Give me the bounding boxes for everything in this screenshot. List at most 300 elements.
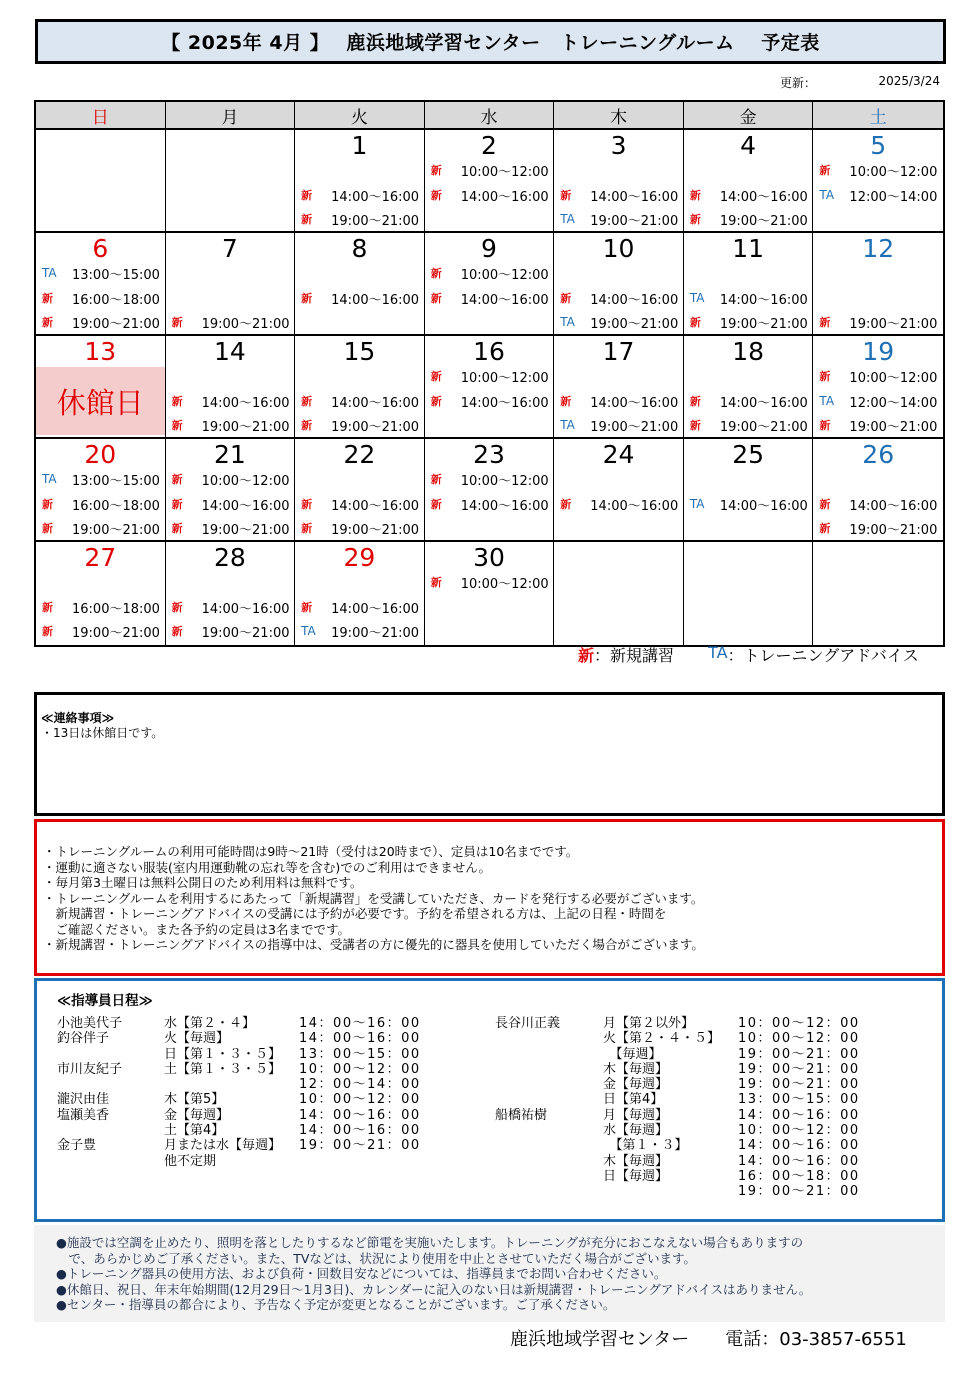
slot-time: 19:00～21:00: [590, 316, 679, 332]
day-number: 27: [84, 543, 117, 572]
ta-tag: TA: [819, 188, 835, 202]
schedule-slot: [301, 184, 420, 206]
staff-day: 木【毎週】: [603, 1153, 669, 1169]
staff-row: [495, 1016, 925, 1031]
new-tag: 新: [301, 419, 313, 432]
staff-day: 月【毎週】: [603, 1107, 669, 1123]
new-tag: 新: [171, 419, 183, 432]
slot-time: 14:00～16:00: [849, 498, 938, 514]
schedule-slot: [819, 311, 939, 333]
staff-time: 14：00～16：00: [738, 1107, 860, 1123]
schedule-slot: [172, 517, 291, 539]
rule-line: ・トレーニングルームを利用するにあたって「新規講習」を受講していただき、カードを発行する必要がございます。: [43, 890, 704, 906]
schedule-slot: [431, 262, 550, 284]
schedule-slot: [690, 184, 809, 206]
slot-time: 14:00～16:00: [460, 292, 549, 308]
notice-line: ・13日は休館日です。: [41, 726, 164, 740]
slot-time: 14:00～16:00: [331, 292, 420, 308]
updated-label: 更新：: [780, 76, 817, 90]
updated-date: 2025/3/24: [878, 74, 940, 88]
new-tag: 新: [301, 395, 313, 408]
schedule-slot: [301, 620, 420, 642]
calendar-day-cell: [813, 336, 943, 439]
new-tag: 新: [171, 498, 183, 511]
schedule-slot: [172, 414, 291, 436]
staff-row: [57, 1123, 477, 1138]
staff-day: 日【毎週】: [603, 1168, 669, 1184]
slot-time: 14:00～16:00: [719, 395, 808, 411]
staff-name: 市川友紀子: [57, 1061, 123, 1077]
new-tag: 新: [42, 498, 53, 511]
weekday-header: 水: [425, 102, 555, 130]
slot-time: 19:00～21:00: [201, 625, 290, 641]
schedule-slot: [42, 596, 161, 618]
slot-time: 14:00～16:00: [460, 395, 549, 411]
day-number: 4: [740, 131, 757, 160]
slot-time: 14:00～16:00: [331, 601, 420, 617]
staff-time: 14：00～16：00: [299, 1031, 421, 1047]
slot-time: 19:00～21:00: [331, 213, 420, 229]
slot-time: 19:00～21:00: [331, 419, 420, 435]
schedule-slot: [431, 468, 550, 490]
day-number: 11: [732, 234, 765, 263]
new-tag: 新: [171, 522, 183, 535]
staff-heading: ≪指導員日程≫: [57, 993, 153, 1009]
staff-row: [495, 1169, 925, 1184]
staff-name: 塩瀬美香: [57, 1107, 110, 1123]
staff-row: [495, 1184, 925, 1199]
slot-time: 19:00～21:00: [590, 419, 679, 435]
day-number: 7: [221, 234, 238, 263]
schedule-slot: [42, 468, 161, 490]
new-tag: 新: [171, 473, 183, 486]
slot-time: 19:00～21:00: [331, 522, 420, 538]
weekday-header: 土: [813, 102, 943, 130]
calendar-day-cell: [36, 130, 166, 233]
staff-row: [57, 1154, 477, 1169]
staff-day: 金【毎週】: [164, 1107, 230, 1123]
staff-row: [495, 1077, 925, 1092]
new-tag: 新: [689, 395, 701, 408]
day-number: 1: [351, 131, 368, 160]
slot-time: 16:00～18:00: [72, 498, 160, 514]
staff-time: 19：00～21：00: [738, 1061, 860, 1077]
ta-tag: TA: [301, 624, 316, 638]
closed-day-label: 休館日: [36, 367, 165, 435]
schedule-slot: [42, 262, 161, 284]
calendar-day-cell: [684, 233, 814, 336]
legend-ta-desc: ：トレーニングアドバイス: [727, 646, 919, 665]
schedule-slot: [42, 620, 161, 642]
ta-tag: TA: [560, 315, 575, 329]
staff-row: [57, 1077, 477, 1092]
staff-time: 14：00～16：00: [738, 1153, 860, 1169]
weekday-header: 月: [166, 102, 296, 130]
staff-row: [57, 1062, 477, 1077]
new-tag: 新: [171, 395, 183, 408]
schedule-slot: [42, 493, 161, 515]
staff-day: 水【第２・４】: [164, 1016, 256, 1031]
slot-time: 14:00～16:00: [201, 498, 290, 514]
day-number: 9: [481, 234, 497, 263]
staff-column-left: [57, 1016, 477, 1169]
new-tag: 新: [819, 370, 831, 383]
new-tag: 新: [301, 601, 313, 614]
staff-row: [57, 1138, 477, 1153]
new-tag: 新: [301, 522, 313, 535]
staff-day: 月または水【毎週】: [164, 1138, 282, 1154]
slot-time: 14:00～16:00: [201, 601, 290, 617]
rule-line: 新規講習・トレーニングアドバイスの受講には予約が必要です。予約を希望される方は、上記の日程・時間を: [43, 906, 667, 921]
staff-day: 火【毎週】: [164, 1031, 230, 1047]
slot-time: 19:00～21:00: [201, 419, 290, 435]
day-number: 19: [862, 337, 895, 366]
schedule-slot: [301, 414, 420, 436]
staff-time: 10：00～12：00: [738, 1123, 860, 1139]
staff-day: 水【毎週】: [603, 1123, 669, 1139]
calendar-day-cell: [813, 542, 943, 645]
day-number: 10: [602, 234, 635, 263]
staff-row: [495, 1047, 925, 1062]
new-tag: 新: [301, 498, 313, 511]
day-number: 5: [870, 131, 887, 160]
slot-time: 14:00～16:00: [460, 189, 549, 205]
staff-name: 瀧沢由佳: [57, 1092, 110, 1108]
staff-row: [495, 1123, 925, 1138]
schedule-slot: [301, 390, 420, 412]
slot-time: 19:00～21:00: [849, 316, 938, 332]
notice-box: [34, 692, 945, 816]
slot-time: 10:00～12:00: [460, 576, 549, 592]
staff-time: 14：00～16：00: [738, 1138, 860, 1154]
calendar-day-cell: [684, 439, 814, 542]
slot-time: 16:00～18:00: [72, 601, 160, 617]
slot-time: 19:00～21:00: [719, 419, 808, 435]
staff-day: 【第１・３】: [603, 1138, 688, 1154]
calendar-day-cell: [554, 233, 684, 336]
new-tag: 新: [689, 213, 701, 226]
new-tag: 新: [689, 419, 701, 432]
schedule-slot: [172, 596, 291, 618]
staff-day: 土【第１・３・５】: [164, 1061, 282, 1077]
new-tag: 新: [430, 189, 442, 202]
slot-time: 19:00～21:00: [849, 419, 938, 435]
new-tag: 新: [819, 316, 831, 329]
calendar-day-cell: [166, 233, 296, 336]
ta-tag: TA: [689, 497, 705, 511]
slot-time: 19:00～21:00: [331, 625, 420, 641]
schedule-slot: [690, 287, 809, 309]
schedule-slot: [301, 596, 420, 618]
staff-day: 土【第4】: [164, 1123, 225, 1139]
new-tag: 新: [430, 370, 442, 383]
staff-time: 19：00～21：00: [299, 1138, 421, 1154]
calendar-day-cell: [554, 439, 684, 542]
staff-time: 14：00～16：00: [299, 1016, 421, 1031]
ta-tag: TA: [819, 394, 835, 408]
slot-time: 10:00～12:00: [460, 164, 549, 180]
calendar-day-cell: [813, 130, 943, 233]
staff-row: [495, 1154, 925, 1169]
new-tag: 新: [430, 292, 442, 305]
calendar-grid: [34, 100, 945, 647]
slot-time: 12:00～14:00: [849, 189, 938, 205]
schedule-slot: [431, 571, 550, 593]
calendar-day-cell: [166, 336, 296, 439]
new-tag: 新: [42, 601, 53, 614]
slot-time: 14:00～16:00: [331, 498, 420, 514]
schedule-slot: [431, 287, 550, 309]
legend-new-desc: ：新規講習: [594, 646, 675, 665]
slot-time: 14:00～16:00: [331, 189, 420, 205]
staff-time: 10：00～12：00: [738, 1031, 860, 1047]
schedule-slot: [819, 517, 939, 539]
schedule-slot: [301, 287, 420, 309]
weekday-header: 火: [295, 102, 425, 130]
calendar-day-cell: [425, 233, 555, 336]
rule-line: ・毎月第3土曜日は無料公開日のため利用料は無料です。: [43, 875, 363, 890]
calendar-day-cell: [684, 130, 814, 233]
calendar-day-cell: [554, 542, 684, 645]
schedule-slot: [301, 493, 420, 515]
schedule-slot: [819, 390, 939, 412]
slot-time: 12:00～14:00: [849, 395, 938, 411]
schedule-slot: [819, 184, 939, 206]
calendar-day-cell: [425, 130, 555, 233]
staff-time: 12：00～14：00: [299, 1077, 421, 1093]
legend-ta-key: TA: [708, 643, 728, 662]
new-tag: 新: [42, 522, 53, 535]
slot-time: 19:00～21:00: [719, 213, 808, 229]
new-tag: 新: [819, 522, 831, 535]
slot-time: 19:00～21:00: [201, 522, 290, 538]
slot-time: 14:00～16:00: [590, 292, 679, 308]
calendar-day-cell: [425, 542, 555, 645]
schedule-slot: [560, 311, 679, 333]
day-number: 13: [84, 337, 117, 366]
staff-time: 13：00～15：00: [299, 1046, 421, 1062]
staff-time: 14：00～16：00: [299, 1107, 421, 1123]
new-tag: 新: [301, 292, 313, 305]
schedule-slot: [431, 159, 550, 181]
schedule-slot: [431, 365, 550, 387]
notice-heading: ≪連絡事項≫: [41, 711, 115, 725]
slot-time: 14:00～16:00: [719, 189, 808, 205]
slot-time: 10:00～12:00: [460, 473, 549, 489]
rule-line: ・新規講習・トレーニングアドバイスの指導中は、受講者の方に優先的に器具を使用していただく場合がございます。: [43, 937, 704, 952]
schedule-slot: [42, 311, 161, 333]
rule-line: ・トレーニングルームの利用可能時間は9時～21時（受付は20時まで）、定員は10名までです。: [43, 844, 579, 859]
new-tag: 新: [560, 498, 572, 511]
staff-time: 19：00～21：00: [738, 1184, 860, 1200]
ta-tag: TA: [42, 472, 57, 486]
staff-time: 10：00～12：00: [299, 1092, 421, 1108]
day-number: 6: [92, 234, 109, 263]
weekday-header: 日: [36, 102, 166, 130]
ta-tag: TA: [42, 266, 57, 280]
weekday-header: 金: [684, 102, 814, 130]
schedule-slot: [819, 493, 939, 515]
day-number: 8: [351, 234, 368, 263]
staff-name: 小池美代子: [57, 1016, 123, 1031]
slot-time: 10:00～12:00: [849, 370, 938, 386]
calendar-day-cell: [425, 336, 555, 439]
schedule-slot: [819, 414, 939, 436]
new-tag: 新: [171, 625, 183, 638]
slot-time: 19:00～21:00: [72, 625, 160, 641]
updated-info: [780, 74, 940, 91]
staff-row: [57, 1047, 477, 1062]
new-tag: 新: [689, 316, 701, 329]
staff-time: 10：00～12：00: [738, 1016, 860, 1031]
day-number: 28: [213, 543, 246, 572]
new-tag: 新: [819, 164, 831, 177]
schedule-slot: [690, 208, 809, 230]
calendar-day-cell: [425, 439, 555, 542]
calendar-day-cell: [295, 336, 425, 439]
contact-info: 鹿浜地域学習センター 電話：03-3857-6551: [510, 1329, 907, 1350]
schedule-slot: [172, 468, 291, 490]
calendar-day-cell: [295, 542, 425, 645]
calendar-day-cell: [36, 542, 166, 645]
ta-tag: TA: [689, 291, 705, 305]
schedule-slot: [560, 493, 679, 515]
footer-note-line: ●施設では空調を止めたり、照明を落としたりするなど節電を実施いたします。トレーニングが充分におこなえない場合もありますの: [56, 1235, 804, 1250]
schedule-slot: [690, 414, 809, 436]
schedule-slot: [560, 184, 679, 206]
new-tag: 新: [171, 316, 183, 329]
staff-day: 火【第２・４・５】: [603, 1031, 721, 1047]
legend-new-key: 新: [578, 646, 595, 665]
schedule-slot: [301, 208, 420, 230]
staff-row: [495, 1062, 925, 1077]
slot-time: 14:00～16:00: [331, 395, 420, 411]
day-number: 2: [481, 131, 497, 160]
staff-day: 日【第１・３・５】: [164, 1046, 282, 1062]
new-tag: 新: [430, 164, 442, 177]
staff-row: [495, 1031, 925, 1046]
calendar-day-cell: [36, 233, 166, 336]
calendar-day-cell: [554, 336, 684, 439]
schedule-slot: [172, 311, 291, 333]
new-tag: 新: [430, 576, 442, 589]
staff-time: 14：00～16：00: [299, 1123, 421, 1139]
day-number: 29: [343, 543, 376, 572]
rules-box: [34, 819, 945, 976]
staff-time: 19：00～21：00: [738, 1046, 860, 1062]
day-number: 22: [343, 440, 376, 469]
staff-row: [57, 1016, 477, 1031]
day-number: 12: [862, 234, 895, 263]
slot-time: 16:00～18:00: [72, 292, 160, 308]
schedule-slot: [819, 365, 939, 387]
calendar-day-cell: [166, 130, 296, 233]
new-tag: 新: [819, 498, 831, 511]
staff-time: 10：00～12：00: [299, 1061, 421, 1077]
schedule-slot: [560, 414, 679, 436]
day-number: 18: [732, 337, 765, 366]
new-tag: 新: [42, 625, 53, 638]
new-tag: 新: [42, 316, 53, 329]
day-number: 25: [732, 440, 765, 469]
slot-time: 14:00～16:00: [590, 498, 679, 514]
schedule-slot: [431, 493, 550, 515]
slot-time: 14:00～16:00: [719, 498, 808, 514]
schedule-slot: [301, 517, 420, 539]
staff-name: 金子豊: [57, 1138, 97, 1154]
day-number: 23: [473, 440, 505, 469]
weekday-header: 木: [554, 102, 684, 130]
calendar-day-cell: [166, 439, 296, 542]
calendar-day-cell: [166, 542, 296, 645]
schedule-slot: [690, 311, 809, 333]
slot-time: 19:00～21:00: [849, 522, 938, 538]
slot-time: 10:00～12:00: [460, 370, 549, 386]
new-tag: 新: [819, 419, 831, 432]
schedule-slot: [172, 620, 291, 642]
calendar-day-cell: [36, 439, 166, 542]
staff-row: [495, 1138, 925, 1153]
footer-note-line: ●休館日、祝日、年末年始期間(12月29日～1月3日)、カレンダーに記入のない日は新規講習・トレーニングアドバイスはありません。: [56, 1281, 812, 1297]
staff-time: 16：00～18：00: [738, 1168, 860, 1184]
day-number: 21: [213, 440, 246, 469]
slot-time: 13:00～15:00: [72, 267, 160, 283]
staff-name: 釣谷伴子: [57, 1031, 110, 1047]
day-number: 26: [862, 440, 895, 469]
schedule-slot: [560, 390, 679, 412]
new-tag: 新: [560, 292, 572, 305]
footer-note-line: ●トレーニング器具の使用方法、および負荷・回数目安などについては、指導員までお問い合わせください。: [56, 1266, 667, 1281]
rule-line: ・運動に適さない服装(室内用運動靴の忘れ等を含む)でのご利用はできません。: [43, 859, 492, 875]
day-number: 16: [473, 337, 505, 366]
day-number: 30: [473, 543, 505, 572]
staff-day: 木【毎週】: [603, 1061, 669, 1077]
new-tag: 新: [42, 292, 53, 305]
new-tag: 新: [171, 601, 183, 614]
calendar-day-cell: [36, 336, 166, 439]
staff-row: [57, 1031, 477, 1046]
staff-name: 長谷川正義: [495, 1016, 561, 1031]
day-number: 20: [84, 440, 117, 469]
footer-notes: [34, 1225, 945, 1322]
calendar-day-cell: [554, 130, 684, 233]
staff-row: [57, 1108, 477, 1123]
footer-note-line: で、あらかじめご了承ください。また、TVなどは、状況により使用を中止とさせていただく場合がございます。: [56, 1250, 696, 1266]
slot-time: 14:00～16:00: [590, 395, 679, 411]
staff-row: [495, 1108, 925, 1123]
staff-day: 日【第4】: [603, 1092, 664, 1108]
staff-day: 他不定期: [164, 1153, 217, 1169]
calendar-day-cell: [295, 439, 425, 542]
slot-time: 14:00～16:00: [590, 189, 679, 205]
staff-name: 船橋祐樹: [495, 1107, 548, 1123]
legend: [578, 643, 944, 666]
staff-time: 19：00～21：00: [738, 1077, 860, 1093]
schedule-slot: [560, 287, 679, 309]
staff-day: 木【第5】: [164, 1092, 225, 1108]
schedule-slot: [431, 184, 550, 206]
slot-time: 19:00～21:00: [719, 316, 808, 332]
new-tag: 新: [560, 395, 572, 408]
day-number: 17: [602, 337, 635, 366]
slot-time: 13:00～15:00: [72, 473, 160, 489]
slot-time: 19:00～21:00: [72, 522, 160, 538]
slot-time: 10:00～12:00: [849, 164, 938, 180]
new-tag: 新: [301, 189, 313, 202]
schedule-slot: [690, 493, 809, 515]
new-tag: 新: [430, 267, 442, 280]
calendar-day-cell: [813, 439, 943, 542]
